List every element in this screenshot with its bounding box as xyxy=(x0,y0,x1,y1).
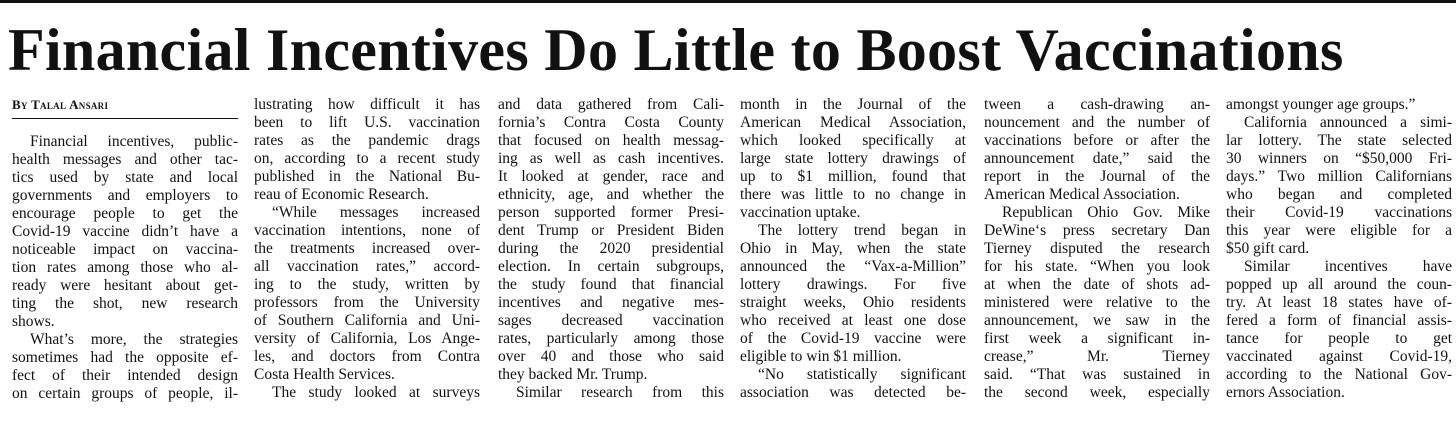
text-line: reau of Economic Research. xyxy=(254,186,429,203)
text-line: this year were eligible for a xyxy=(1226,222,1452,239)
text-line: versity of California, Los Ange- xyxy=(254,330,480,347)
column-6 xyxy=(1226,96,1452,430)
text-line: vaccinations before or after the xyxy=(984,132,1210,149)
text-line: on, according to a recent study xyxy=(254,150,480,167)
text-line: their Covid-19 vaccinations xyxy=(1226,204,1452,221)
text-line: 30 winners on “$50,000 Fri- xyxy=(1226,150,1452,167)
text-line: up to $1 million, found that xyxy=(740,168,966,185)
text-line: vaccination uptake. xyxy=(740,204,861,221)
text-line: try. At least 18 states have of- xyxy=(1226,294,1452,311)
text-line: published in the National Bu- xyxy=(254,168,480,185)
text-line: who began and completed xyxy=(1226,186,1452,203)
text-line: they backed Mr. Trump. xyxy=(498,366,648,383)
text-line: fered a form of financial assis- xyxy=(1226,312,1452,329)
text-line: $50 gift card. xyxy=(1226,240,1310,257)
text-line: What’s more, the strategies xyxy=(30,331,238,348)
text-line: of Southern California and Uni- xyxy=(254,312,480,329)
byline: By Talal Ansari xyxy=(12,97,109,112)
column-4 xyxy=(740,96,966,430)
text-line: health messages and other tac- xyxy=(12,151,238,168)
text-line: sometimes had the opposite ef- xyxy=(12,349,238,366)
text-line: The lottery trend began in xyxy=(758,222,966,239)
text-line: “No statistically significant xyxy=(758,366,966,383)
text-line: according to the National Gov- xyxy=(1226,366,1452,383)
text-line: election. In certain subgroups, xyxy=(498,258,724,275)
column-3-text xyxy=(498,96,724,402)
text-line: professors from the University xyxy=(254,294,480,311)
text-line: American Medical Association. xyxy=(984,186,1180,203)
text-line: vaccinated against Covid-19, xyxy=(1226,348,1452,365)
headline: Financial Incentives Do Little to Boost Vaccinations xyxy=(8,17,1344,83)
text-line: lar lottery. The state selected xyxy=(1226,132,1452,149)
column-1 xyxy=(12,96,238,430)
text-line: report in the Journal of the xyxy=(984,168,1210,185)
text-line: which looked specifically at xyxy=(740,132,966,149)
text-line: at when the date of shots ad- xyxy=(984,276,1210,293)
text-line: Covid-19 vaccine didn’t have a xyxy=(12,223,238,240)
column-3 xyxy=(498,96,724,430)
text-line: California announced a simi- xyxy=(1244,114,1452,131)
text-line: dent Trump or President Biden xyxy=(498,222,724,239)
text-line: first week a significant in- xyxy=(984,330,1210,347)
text-line: amongst younger age groups.” xyxy=(1226,96,1416,113)
text-line: popped up all around the coun- xyxy=(1226,276,1452,293)
text-line: crease,” Mr. Tierney xyxy=(984,348,1210,365)
text-line: said. “That was sustained in xyxy=(984,366,1210,383)
text-line: governments and employers to xyxy=(12,187,238,204)
text-line: Similar incentives have xyxy=(1244,258,1452,275)
text-line: and data gathered from Cali- xyxy=(498,96,724,113)
text-line: all vaccination rates,” accord- xyxy=(254,258,480,275)
text-line: shows. xyxy=(12,313,55,330)
text-line: encourage people to get the xyxy=(12,205,238,222)
text-line: for his state. “When you look xyxy=(984,258,1210,275)
text-line: that focused on health messag- xyxy=(498,132,724,149)
text-line: month in the Journal of the xyxy=(740,96,966,113)
text-line: nouncement and the number of xyxy=(984,114,1210,131)
text-line: person supported former Presi- xyxy=(498,204,724,221)
text-line: large state lottery drawings of xyxy=(740,150,966,167)
text-line: Costa Health Services. xyxy=(254,366,395,383)
text-line: the second week, especially xyxy=(984,384,1210,401)
text-line: Financial incentives, public- xyxy=(30,133,238,150)
text-line: eligible to win $1 million. xyxy=(740,348,902,365)
text-line: the treatments increased over- xyxy=(254,240,480,257)
text-line: announcement date,” said the xyxy=(984,150,1210,167)
text-line: ernors Association. xyxy=(1226,384,1345,401)
text-line: incentives and negative mes- xyxy=(498,294,724,311)
text-line: association was detected be- xyxy=(740,384,966,401)
column-5 xyxy=(984,96,1210,430)
text-line: been to lift U.S. vaccination xyxy=(254,114,480,131)
text-line: rates, particularly among those xyxy=(498,330,724,347)
text-line: ing to the study, written by xyxy=(254,276,480,293)
text-line: ready were hesitant about get- xyxy=(12,277,238,294)
column-1-text xyxy=(12,133,238,403)
column-2 xyxy=(254,96,480,430)
text-line: sages decreased vaccination xyxy=(498,312,724,329)
column-4-text xyxy=(740,96,966,402)
text-line: lottery drawings. For five xyxy=(740,276,966,293)
text-line: Tierney disputed the research xyxy=(984,240,1210,257)
column-6-text xyxy=(1226,96,1452,402)
column-5-text xyxy=(984,96,1210,402)
text-line: tion rates among those who al- xyxy=(12,259,238,276)
text-line: ting the shot, new research xyxy=(12,295,238,312)
text-line: noticeable impact on vaccina- xyxy=(12,241,238,258)
column-2-text xyxy=(254,96,480,402)
text-line: Ohio in May, when the state xyxy=(740,240,966,257)
text-line: tics used by state and local xyxy=(12,169,238,186)
text-line: the study found that financial xyxy=(498,276,724,293)
text-line: It looked at gender, race and xyxy=(498,168,724,185)
text-line: there was little to no change in xyxy=(740,186,966,203)
byline-rule xyxy=(12,118,238,119)
text-line: “While messages increased xyxy=(272,204,480,221)
text-line: tween a cash-drawing an- xyxy=(984,96,1210,113)
top-rule xyxy=(0,0,1456,3)
text-line: ethnicity, age, and whether the xyxy=(498,186,724,203)
text-line: announced the “Vax-a-Million” xyxy=(740,258,966,275)
text-line: over 40 and those who said xyxy=(498,348,724,365)
text-line: announcement, we saw in the xyxy=(984,312,1210,329)
text-line: Similar research from this xyxy=(516,384,724,401)
text-line: fornia’s Contra Costa County xyxy=(498,114,724,131)
text-line: The study looked at surveys xyxy=(272,384,480,401)
text-line: tance for people to get xyxy=(1226,330,1452,347)
text-line: ministered were relative to the xyxy=(984,294,1210,311)
text-line: days.” Two million Californians xyxy=(1226,168,1452,185)
text-line: on certain groups of people, il- xyxy=(12,385,238,402)
text-line: lustrating how difficult it has xyxy=(254,96,480,113)
text-line: fect of their intended design xyxy=(12,367,238,384)
text-line: les, and doctors from Contra xyxy=(254,348,480,365)
text-line: during the 2020 presidential xyxy=(498,240,724,257)
text-line: of the Covid-19 vaccine were xyxy=(740,330,966,347)
text-line: American Medical Association, xyxy=(740,114,966,131)
article-body xyxy=(12,96,1450,430)
text-line: straight weeks, Ohio residents xyxy=(740,294,966,311)
text-line: who received at least one dose xyxy=(740,312,966,329)
text-line: Republican Ohio Gov. Mike xyxy=(1002,204,1210,221)
text-line: rates as the pandemic drags xyxy=(254,132,480,149)
text-line: DeWine‘s press secretary Dan xyxy=(984,222,1210,239)
text-line: vaccination intentions, none of xyxy=(254,222,480,239)
text-line: ing as well as cash incentives. xyxy=(498,150,724,167)
